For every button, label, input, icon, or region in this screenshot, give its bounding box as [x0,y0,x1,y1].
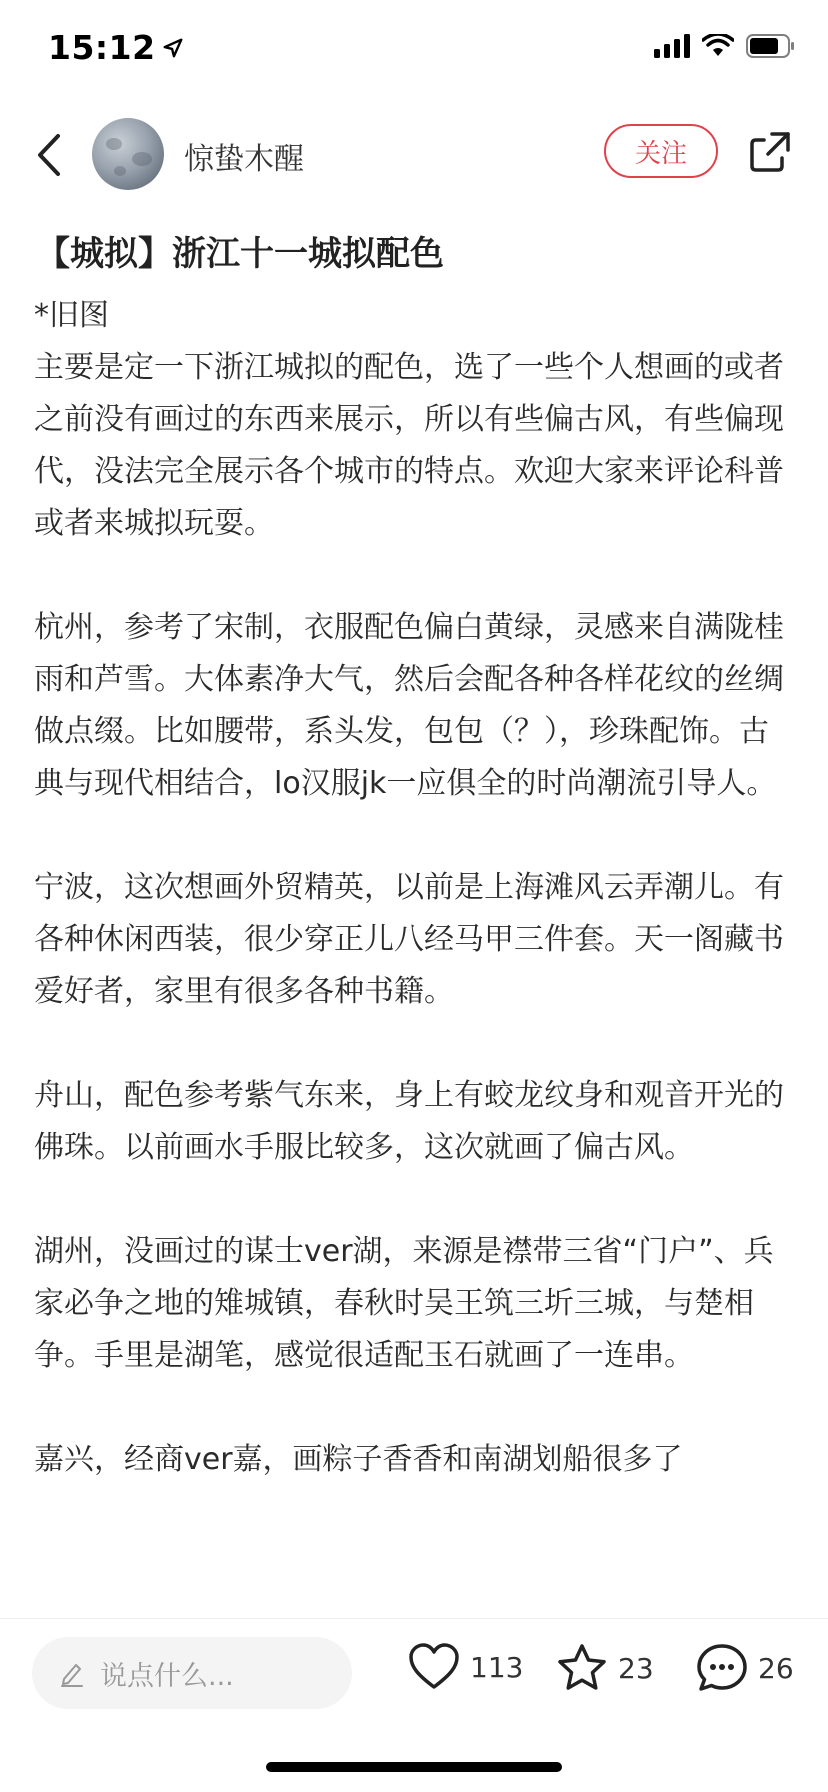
status-time [48,28,184,67]
collect-count: 23 [618,1651,654,1685]
bottom-action-bar [0,1618,828,1739]
comment-placeholder: 说点什么... [100,1660,234,1692]
content-fade [0,1560,828,1620]
collect-button[interactable] [556,1643,654,1693]
like-count: 113 [470,1650,524,1684]
home-indicator[interactable] [266,1762,562,1772]
comment-bubble-icon [696,1643,748,1693]
battery-icon [746,34,796,58]
paragraph-huzhou: 湖州，没画过的谋士ver湖，来源是襟带三省“门户”、兵家必争之地的雉城镇，春秋时吴王筑三圻三城，与楚相争。手里是湖笔，感觉很适配玉石就画了一连串。 [34,1234,774,1373]
post-header [0,110,828,200]
comment-button[interactable] [696,1643,794,1693]
post-title: 【城拟】浙江十一城拟配色 [36,234,444,274]
back-icon[interactable] [30,130,70,180]
share-icon[interactable] [748,130,792,174]
author-name[interactable]: 惊蛰木醒 [184,142,304,177]
star-icon [556,1643,608,1693]
paragraph-hangzhou: 杭州，参考了宋制，衣服配色偏白黄绿，灵感来自满陇桂雨和芦雪。大体素净大气，然后会配各种各样花纹的丝绸做点缀。比如腰带，系头发，包包（？），珍珠配饰。古典与现代相结合，lo汉服jk一应俱全的时尚潮流引导人。 [34,610,784,801]
follow-button[interactable]: 关注 [604,124,718,178]
heart-icon [408,1643,460,1691]
like-button[interactable] [408,1643,523,1691]
paragraph-jiaxing: 嘉兴，经商ver嘉，画粽子香香和南湖划船很多了 [34,1442,683,1477]
status-time-text: 15:12 [48,28,156,67]
paragraph-intro: *旧图 主要是定一下浙江城拟的配色，选了一些个人想画的或者之前没有画过的东西来展示，所以有些偏古风，有些偏现代，没法完全展示各个城市的特点。欢迎大家来评论科普或者来城拟玩耍。 [34,298,784,541]
cellular-signal-icon [654,34,690,58]
comment-input[interactable] [32,1637,352,1709]
author-avatar[interactable] [92,118,164,190]
wifi-icon [702,34,734,58]
paragraph-zhoushan: 舟山，配色参考紫气东来，身上有蛟龙纹身和观音开光的佛珠。以前画水手服比较多，这次就画了偏古风。 [34,1078,784,1165]
status-bar [0,0,828,100]
post-content [34,290,794,1610]
status-icons [654,34,796,58]
location-arrow-icon [162,37,184,59]
pencil-icon [58,1659,86,1687]
paragraph-ningbo: 宁波，这次想画外贸精英，以前是上海滩风云弄潮儿。有各种休闲西装，很少穿正儿八经马甲三件套。天一阁藏书爱好者，家里有很多各种书籍。 [34,870,784,1009]
comment-count: 26 [758,1651,794,1685]
